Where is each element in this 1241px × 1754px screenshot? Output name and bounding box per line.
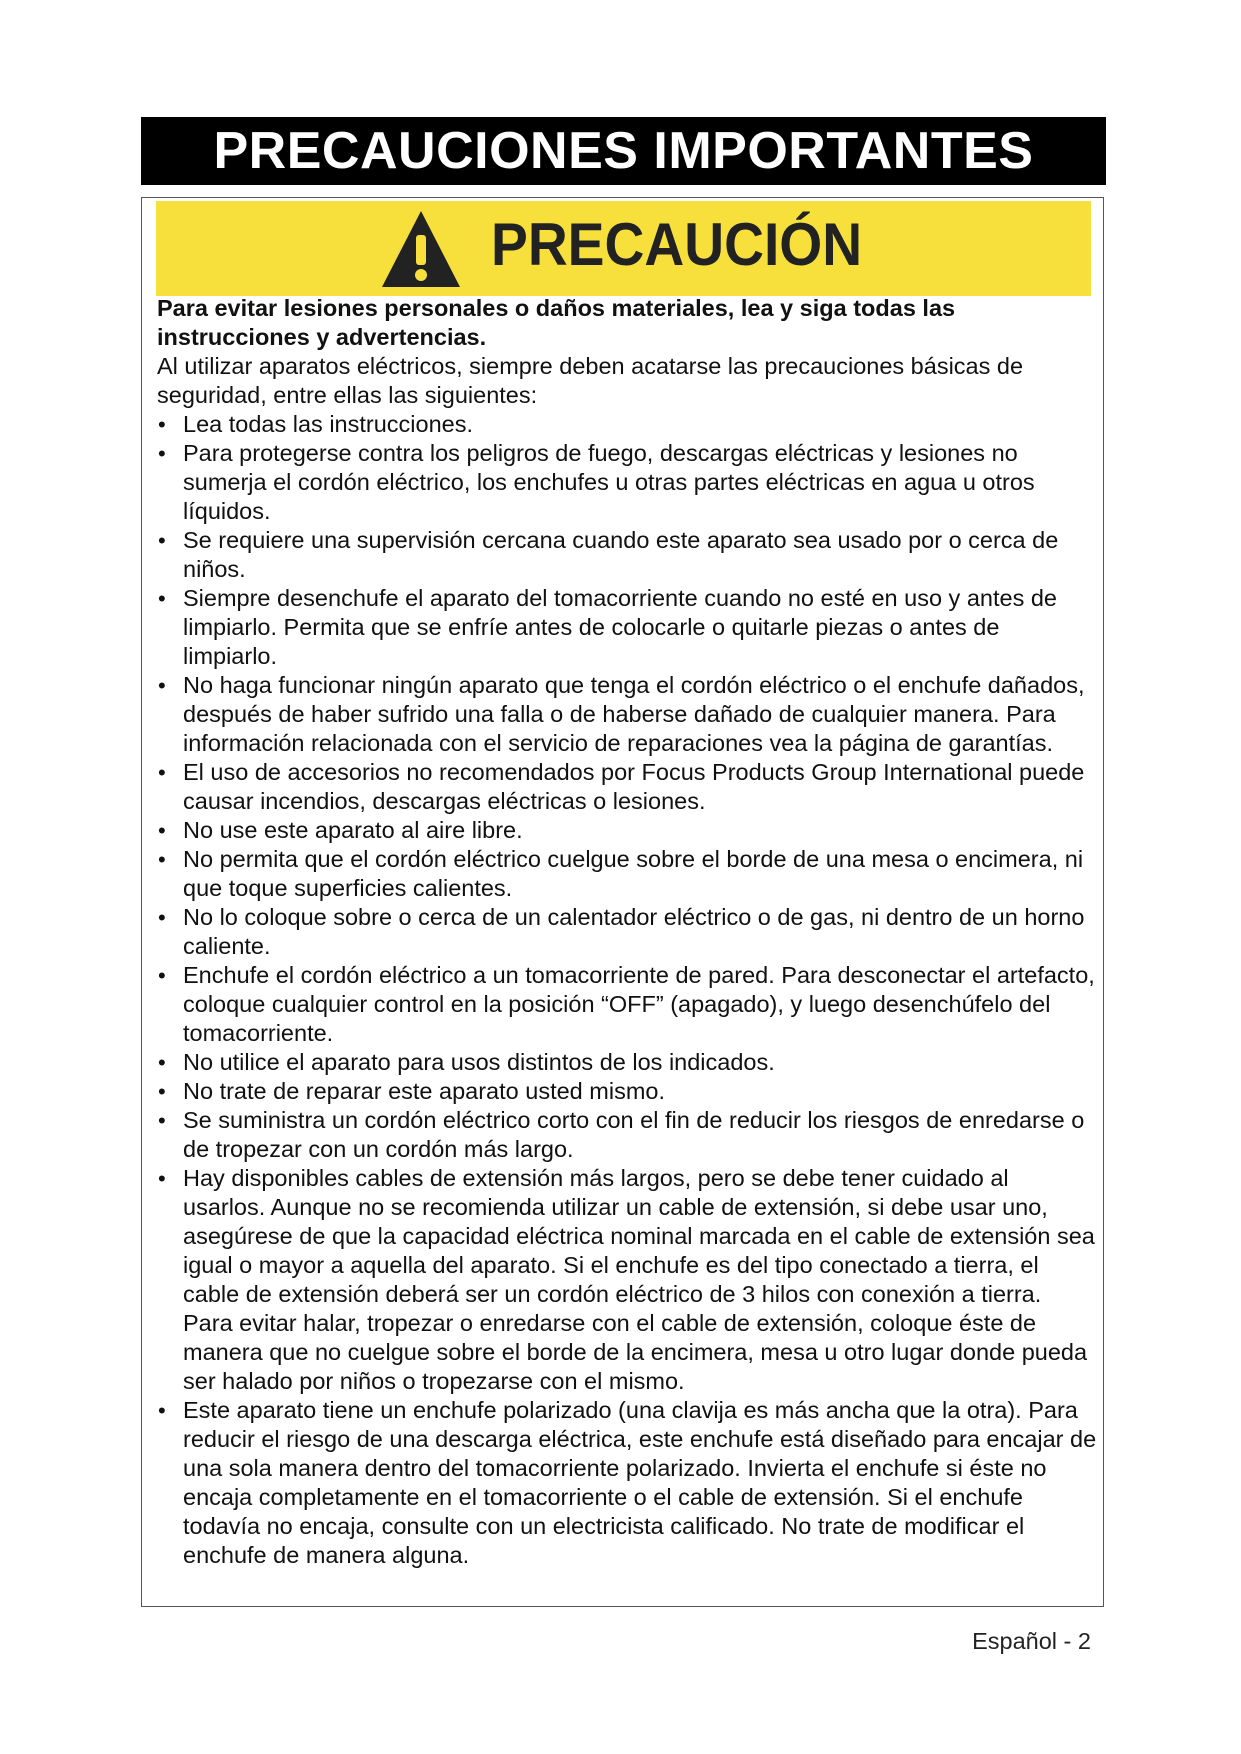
list-item: • No trate de reparar este aparato usted mismo. [157,1077,1097,1106]
list-item: • Siempre desenchufe el aparato del tomacorriente cuando no esté en uso y antes de limpiarlo. Permita que se enfríe antes de colocarle o quitarle piezas o antes de limpiarlo. [157,584,1097,671]
page-number: Español - 2 [972,1628,1091,1654]
list-item: • Hay disponibles cables de extensión más largos, pero se debe tener cuidado al usarlos. Aunque no se recomienda utilizar un cable de extensión, si debe usar uno, asegúrese de que la capacidad eléctrica nominal marcada en el cable de extensión sea igual o mayor a aquella del aparato. Si el enchufe es del tipo conectado a tierra, el cable de extensión deberá ser un cordón eléctrico de 3 hilos con conexión a tierra. Para evitar halar, tropezar o enredarse con el cable de extensión, coloque éste de manera que no cuelgue sobre el borde de la encimera, mesa u otro lugar donde pueda ser halado por niños o tropezarse con el mismo. [157,1164,1097,1396]
list-item: • Se suministra un cordón eléctrico corto con el fin de reducir los riesgos de enredarse o de tropezar con un cordón más largo. [157,1106,1097,1164]
page-title: PRECAUCIONES IMPORTANTES [213,122,1034,180]
list-item: • No use este aparato al aire libre. [157,816,1097,845]
list-item: • No lo coloque sobre o cerca de un calentador eléctrico o de gas, ni dentro de un horno caliente. [157,903,1097,961]
list-item: • Enchufe el cordón eléctrico a un tomacorriente de pared. Para desconectar el artefacto, coloque cualquier control en la posición “OFF” (apagado), y luego desenchúfelo del tomacorriente. [157,961,1097,1048]
list-item: • No utilice el aparato para usos distintos de los indicados. [157,1048,1097,1077]
warning-triangle-icon [380,209,462,289]
list-item: • Este aparato tiene un enchufe polarizado (una clavija es más ancha que la otra). Para reducir el riesgo de una descarga eléctrica, este enchufe está diseñado para encajar de una sola manera dentro del tomacorriente polarizado. Invierta el enchufe si éste no encaja completamente en el tomacorriente o el cable de extensión. Si el enchufe todavía no encaja, consulte con un electricista calificado. No trate de modificar el enchufe de manera alguna. [157,1396,1097,1570]
precautions-list [157,410,1097,1570]
list-item: • Se requiere una supervisión cercana cuando este aparato sea usado por o cerca de niños. [157,526,1097,584]
precautions-content [157,294,1097,1570]
intro-bold-text: Para evitar lesiones personales o daños materiales, lea y siga todas las instrucciones y advertencias. [157,295,956,350]
caution-heading: PRECAUCIÓN [491,211,863,278]
list-item: • No permita que el cordón eléctrico cuelgue sobre el borde de una mesa o encimera, ni que toque superficies calientes. [157,845,1097,903]
list-item: • No haga funcionar ningún aparato que tenga el cordón eléctrico o el enchufe dañados, después de haber sufrido una falla o de haberse dañado de cualquier manera. Para información relacionada con el servicio de reparaciones vea la página de garantías. [157,671,1097,758]
intro-text: Al utilizar aparatos eléctricos, siempre deben acatarse las precauciones básicas de seguridad, entre ellas las siguientes: [157,353,1024,408]
list-item: • Lea todas las instrucciones. [157,410,1097,439]
caution-banner [156,201,1091,296]
precautions-box [141,197,1104,1607]
list-item: • El uso de accesorios no recomendados por Focus Products Group International puede causar incendios, descargas eléctricas o lesiones. [157,758,1097,816]
title-bar [141,117,1106,185]
list-item: • Para protegerse contra los peligros de fuego, descargas eléctricas y lesiones no sumerja el cordón eléctrico, los enchufes u otras partes eléctricas en agua u otros líquidos. [157,439,1097,526]
